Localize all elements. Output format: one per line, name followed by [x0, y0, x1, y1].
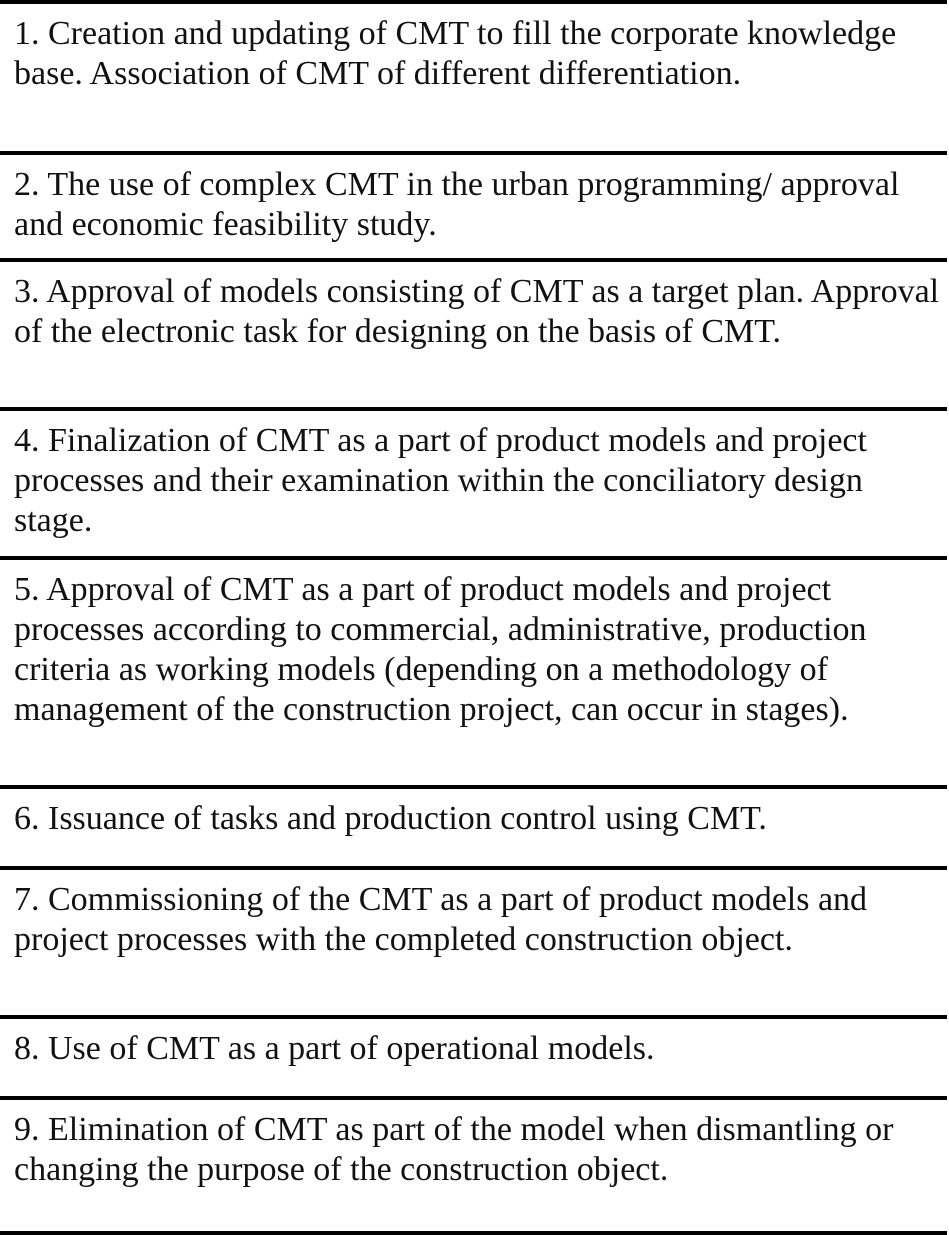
stage-row-4 [0, 407, 947, 556]
stage-row-5 [0, 556, 947, 785]
stage-text: 1. Creation and updating of CMT to fill the corporate knowledge base. Association of CMT of different differentiation. [14, 15, 897, 92]
stage-text: 8. Use of CMT as a part of operational models. [14, 1030, 655, 1067]
stage-row-1 [0, 0, 947, 151]
stage-text: 4. Finalization of CMT as a part of product models and project processes and their examination within the conciliatory design stage. [14, 422, 867, 539]
stage-text: 3. Approval of models consisting of CMT as a target plan. Approval of the electronic task for designing on the basis of CMT. [14, 273, 940, 350]
stage-text: 7. Commissioning of the CMT as a part of product models and project processes with the completed construction object. [14, 881, 868, 958]
stage-row-8 [0, 1015, 947, 1096]
stage-row-2 [0, 151, 947, 258]
stage-row-7 [0, 866, 947, 1015]
stage-text: 5. Approval of CMT as a part of product models and project processes according to commercial, administrative, production criteria as working models (depending on a methodology of management of the construction project, can occur in stages). [14, 571, 867, 728]
stage-row-3 [0, 258, 947, 407]
stage-row-6 [0, 785, 947, 866]
stage-text: 2. The use of complex CMT in the urban programming/ approval and economic feasibility study. [14, 166, 900, 243]
stage-text: 6. Issuance of tasks and production control using CMT. [14, 800, 767, 837]
stage-text: 9. Elimination of CMT as part of the model when dismantling or changing the purpose of the construction object. [14, 1111, 894, 1188]
stage-row-9 [0, 1096, 947, 1235]
